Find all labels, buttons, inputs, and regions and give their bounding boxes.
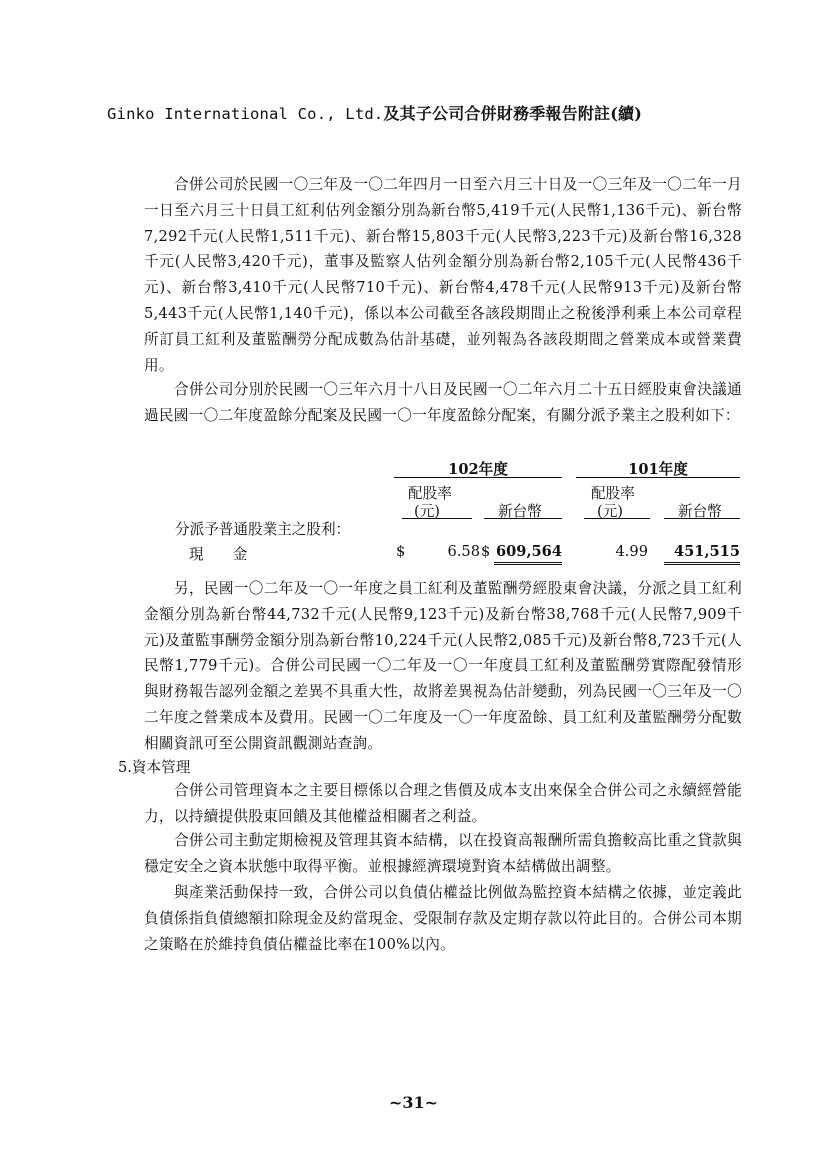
header-title-zh: 及其子公司合併財務季報告附註(續) [383, 104, 642, 123]
paragraph-capital-objective: 合併公司管理資本之主要目標係以合理之售價及成本支出來保全合併公司之永續經營能力，以持續提供股東回饋及其他權益相關者之利益。 [144, 782, 742, 825]
rate-102: 6.58 [447, 543, 480, 560]
page-header [107, 101, 642, 124]
table-year-102: 102年度 [448, 461, 508, 478]
paragraph-employee-bonus: 合併公司於民國一〇三年及一〇二年四月一日至六月三十日及一〇三年及一〇二年一月一日至六月三十日員工紅利估列金額分別為新台幣5,419千元(人民幣1,136千元)、新台幣7,292千元(人民幣1,511千元)、新台幣15,803千元(人民幣3,223千元)及新台幣16,328千元(人民幣3,420千元)，董事及監察人估列金額分別為新台幣2,105千元(人民幣436千元)、新台幣3,410千元(人民幣710千元)、新台幣4,478千元(人民幣913千元)及新台幣5,443千元(人民幣1,140千元)，係以本公司截至各該段期間止之稅後淨利乘上本公司章程所訂員工紅利及董監酬勞分配成數為估計基礎，並列報為各該段期間之營業成本或營業費用。 [144, 176, 742, 374]
col-rate-unit-102: (元) [414, 503, 440, 520]
amount-101-double-rule [664, 562, 740, 565]
row-cash-label: 現 金 [189, 546, 248, 563]
paragraph-capital-structure: 合併公司主動定期檢視及管理其資本結構，以在投資高報酬所需負擔較高比重之貸款與穩定安全之資本狀態中取得平衡。並根據經濟環境對資本結構做出調整。 [144, 832, 742, 875]
rate-101: 4.99 [615, 543, 648, 560]
row-group-label: 分派予普通股業主之股利： [175, 521, 351, 538]
amount-102-double-rule [494, 562, 562, 565]
col-rate-101-rule [584, 518, 650, 519]
amount-101: 451,515 [673, 543, 740, 560]
col-rate-unit-101: (元) [597, 503, 623, 520]
paragraph-dividend-resolution: 合併公司分別於民國一〇三年六月十八日及民國一〇二年六月二十五日經股東會決議通過民國一〇二年度盈餘分配案及民國一〇一年度盈餘分配案，有關分派予業主之股利如下： [144, 381, 742, 424]
col-ntd-102-rule [484, 518, 562, 519]
col-rate-102: 配股率 [408, 485, 452, 502]
col-ntd-102: 新台幣 [498, 503, 542, 520]
col-ntd-101-rule [664, 518, 740, 519]
table-year-102-rule [394, 477, 562, 478]
col-ntd-101: 新台幣 [678, 503, 722, 520]
paragraph-debt-equity-ratio: 與產業活動保持一致，合併公司以負債佔權益比例做為監控資本結構之依據，並定義此負債係指負債總額扣除現金及約當現金、受限制存款及定期存款以符此目的。合併公司本期之策略在於維持負債佔權益比率在100%以內。 [144, 884, 742, 953]
col-rate-101: 配股率 [591, 485, 635, 502]
paragraph-bonus-resolution: 另，民國一〇二年及一〇一年度之員工紅利及董監酬勞經股東會決議，分派之員工紅利金額分別為新台幣44,732千元(人民幣9,123千元)及新台幣38,768千元(人民幣7,909千元)及董監事酬勞金額分別為新台幣10,224千元(人民幣2,085千元)及新台幣8,723千元(人民幣1,779千元)。合併公司民國一〇二年及一〇一年度員工紅利及董監酬勞實際配發情形與財務報告認列金額之差異不具重大性，故將差異視為估計變動，列為民國一〇三年及一〇二年度之營業成本及費用。民國一〇二年度及一〇一年度盈餘、員工紅利及董監酬勞分配數相關資訊可至公開資訊觀測站查詢。 [144, 580, 742, 752]
col-rate-102-rule [402, 518, 472, 519]
section-title-capital-management: 5.資本管理 [118, 759, 191, 776]
currency-symbol: $ [396, 543, 406, 560]
company-name-en: Ginko International Co., Ltd. [107, 105, 384, 123]
page-number: ~31~ [388, 1093, 439, 1112]
table-year-101: 101年度 [628, 461, 688, 478]
amount-102: 609,564 [495, 543, 562, 560]
currency-symbol-amount: $ [481, 543, 491, 560]
table-year-101-rule [576, 477, 740, 478]
